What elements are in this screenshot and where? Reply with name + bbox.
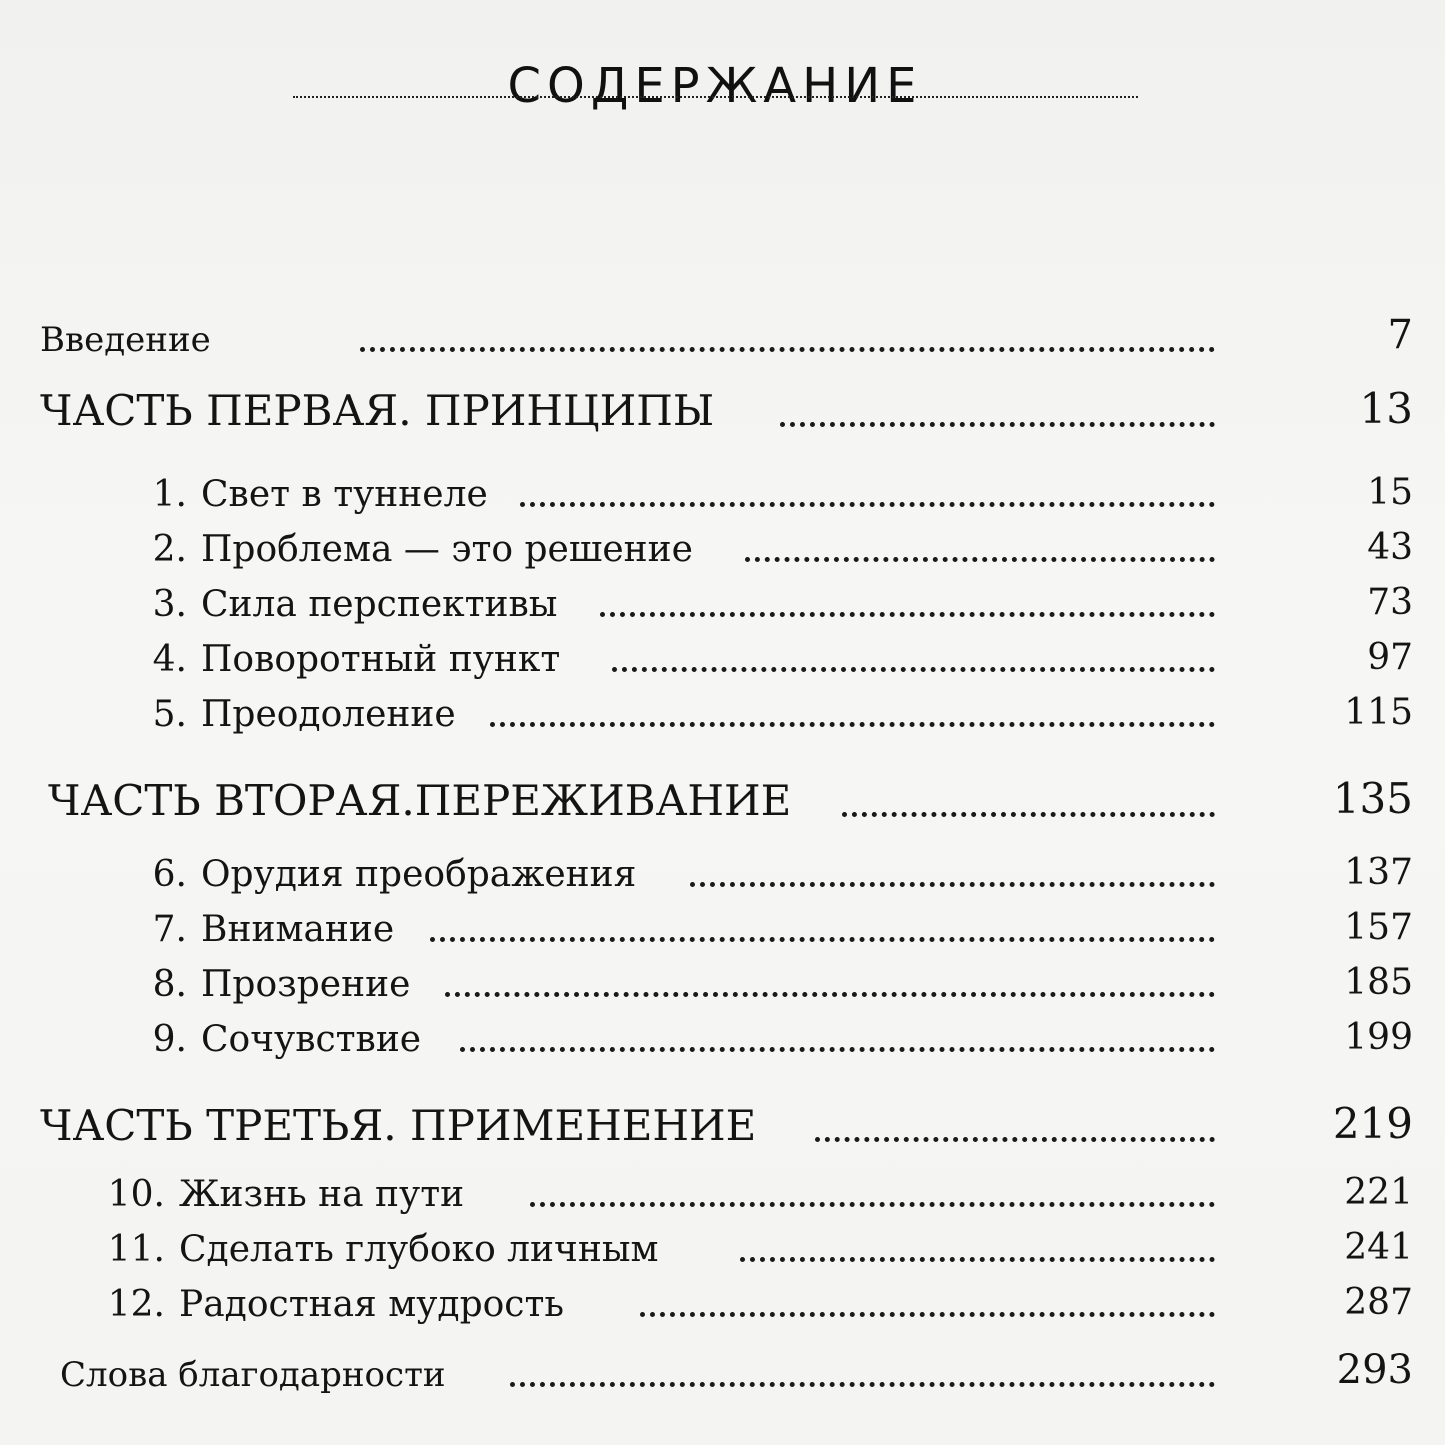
toc-entry-label xyxy=(122,694,456,735)
toc-entry-label xyxy=(122,964,410,1005)
dot-leader xyxy=(745,557,1215,562)
entry-title: Свет в туннеле xyxy=(201,474,488,515)
chapter-number: 3. xyxy=(152,584,187,625)
entry-title: Сила перспективы xyxy=(201,584,558,625)
entry-title: Жизнь на пути xyxy=(179,1174,465,1215)
page-number: 7 xyxy=(1387,312,1413,358)
entry-title: Слова благодарности xyxy=(60,1355,446,1395)
entry-title: Внимание xyxy=(201,909,395,950)
entry-title: ЧАСТЬ ТРЕТЬЯ. ПРИМЕНЕНИЕ xyxy=(40,1101,757,1150)
dot-leader xyxy=(510,1382,1215,1387)
dot-leader xyxy=(490,722,1215,727)
dot-leader xyxy=(360,347,1215,352)
toc-chapter-row xyxy=(0,1275,1445,1331)
entry-title: Преодоление xyxy=(201,694,456,735)
dot-leader xyxy=(530,1202,1215,1207)
page-number: 15 xyxy=(1367,472,1413,513)
dot-leader xyxy=(842,812,1215,817)
page-title: СОДЕРЖАНИЕ xyxy=(507,58,923,114)
toc-entry-label xyxy=(40,1101,756,1150)
toc-entry-label xyxy=(48,776,791,825)
entry-title: Радостная мудрость xyxy=(179,1284,564,1325)
toc-entry-label xyxy=(122,639,560,680)
toc-chapter-row xyxy=(0,630,1445,686)
toc-chapter-row xyxy=(0,465,1445,521)
toc-part-row xyxy=(0,1100,1445,1156)
page-number: 137 xyxy=(1344,852,1413,893)
entry-title: ЧАСТЬ ВТОРАЯ.ПЕРЕЖИВАНИЕ xyxy=(48,776,792,825)
toc-entry-label xyxy=(122,529,693,570)
toc-part-row xyxy=(0,385,1445,441)
page-number: 157 xyxy=(1344,907,1413,948)
toc-chapter-row xyxy=(0,955,1445,1011)
toc-entry-label xyxy=(100,1284,564,1325)
chapter-number: 4. xyxy=(152,639,187,680)
toc-chapter-row xyxy=(0,845,1445,901)
page-number: 135 xyxy=(1332,774,1413,823)
toc-chapter-row xyxy=(0,1220,1445,1276)
toc-entry-label xyxy=(122,909,394,950)
chapter-number: 12. xyxy=(107,1284,165,1325)
entry-title: Прозрение xyxy=(201,964,411,1005)
toc-entry-label xyxy=(100,1229,659,1270)
chapter-number: 8. xyxy=(152,964,187,1005)
dot-leader xyxy=(690,882,1215,887)
chapter-number: 5. xyxy=(152,694,187,735)
page-number: 97 xyxy=(1367,637,1413,678)
chapter-number: 9. xyxy=(152,1019,187,1060)
chapter-number: 7. xyxy=(152,909,187,950)
toc-entry-label xyxy=(40,386,714,435)
dot-leader xyxy=(612,667,1215,672)
chapter-number: 1. xyxy=(152,474,187,515)
page-number: 241 xyxy=(1344,1227,1413,1268)
entry-title: Сделать глубоко личным xyxy=(179,1229,659,1270)
entry-title: Введение xyxy=(40,320,211,360)
toc-entry-label xyxy=(40,320,211,360)
entry-title: Поворотный пункт xyxy=(201,639,561,680)
chapter-number: 6. xyxy=(152,854,187,895)
toc-chapter-row xyxy=(0,1010,1445,1066)
page-number: 185 xyxy=(1344,962,1413,1003)
toc-chapter-row xyxy=(0,520,1445,576)
page-number: 73 xyxy=(1367,582,1413,623)
entry-title: ЧАСТЬ ПЕРВАЯ. ПРИНЦИПЫ xyxy=(40,386,715,435)
page-number: 115 xyxy=(1344,692,1413,733)
dot-leader xyxy=(445,992,1215,997)
toc-chapter-row xyxy=(0,575,1445,631)
dot-leader xyxy=(520,502,1215,507)
dot-leader xyxy=(640,1312,1215,1317)
dot-leader xyxy=(460,1047,1215,1052)
chapter-number: 10. xyxy=(107,1174,165,1215)
entry-title: Орудия преображения xyxy=(201,854,637,895)
toc-part-row xyxy=(0,775,1445,831)
toc-entry-label xyxy=(122,474,488,515)
toc-entry-label xyxy=(60,1355,446,1395)
dot-leader xyxy=(815,1137,1215,1142)
dot-leader xyxy=(780,422,1215,427)
dot-leader xyxy=(600,612,1215,617)
entry-title: Проблема — это решение xyxy=(201,529,693,570)
entry-title: Сочувствие xyxy=(201,1019,422,1060)
toc-chapter-row xyxy=(0,900,1445,956)
page-number: 287 xyxy=(1344,1282,1413,1323)
toc-entry-label xyxy=(122,854,636,895)
toc-entry-label xyxy=(100,1174,464,1215)
page-number: 219 xyxy=(1332,1099,1413,1148)
page-number: 43 xyxy=(1367,527,1413,568)
toc-entry-label xyxy=(122,584,557,625)
page-number: 221 xyxy=(1344,1172,1413,1213)
dot-leader xyxy=(740,1257,1215,1262)
page-number: 293 xyxy=(1336,1347,1413,1393)
page-number: 199 xyxy=(1344,1017,1413,1058)
toc-entry-label xyxy=(122,1019,421,1060)
dot-leader xyxy=(430,937,1215,942)
toc-section-row xyxy=(0,1345,1445,1401)
toc-section-row xyxy=(0,310,1445,366)
toc-chapter-row xyxy=(0,1165,1445,1221)
page-number: 13 xyxy=(1359,384,1413,433)
chapter-number: 2. xyxy=(152,529,187,570)
chapter-number: 11. xyxy=(107,1229,165,1270)
toc-chapter-row xyxy=(0,685,1445,741)
